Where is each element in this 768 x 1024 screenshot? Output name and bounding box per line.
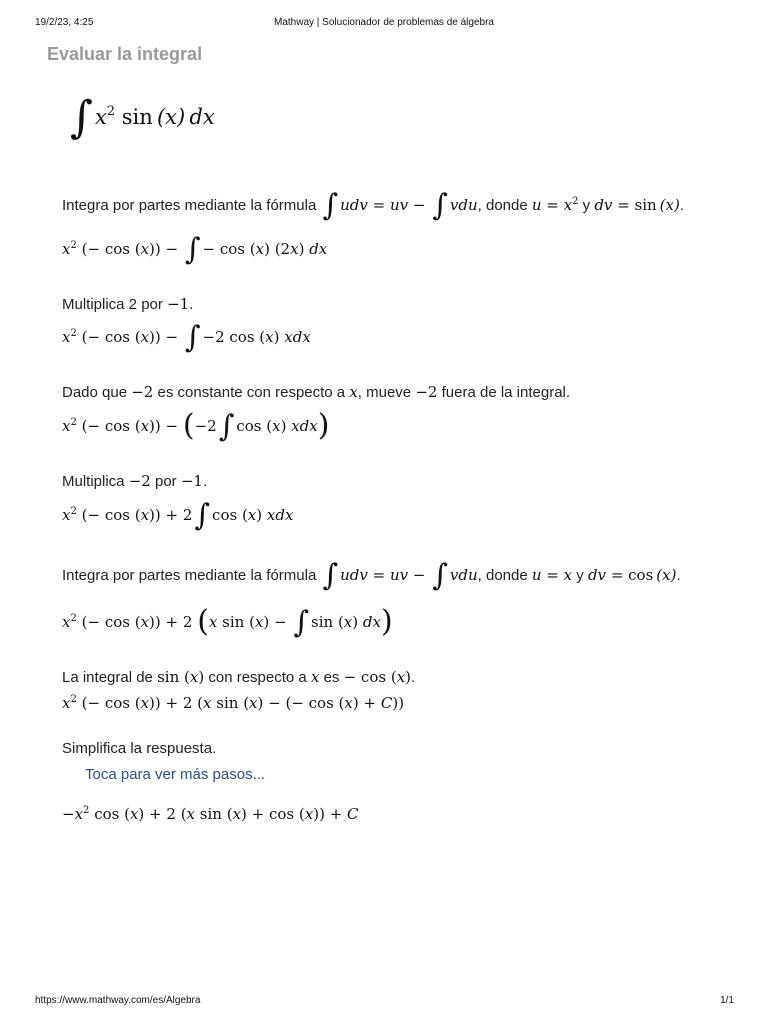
step-result-6: $x^2$ (− cos (x)) + 2 (x sin (x) − (− cos (x) + C)) (62, 694, 405, 712)
step-result-3: $x^2$ (− cos (x)) − (−2∫ cos (x) xdx) (62, 408, 330, 444)
step-constant-out: Dado que −2 es constante con respecto a x, mueve −2 fuera de la integral. (62, 383, 571, 401)
step-multiply-2: Multiplica −2 por −1. (62, 472, 208, 490)
step-text: fuera de la integral. (441, 384, 571, 401)
print-page-number: 1/1 (720, 995, 734, 1006)
step-simplify: Simplifica la respuesta. (62, 740, 217, 757)
step-text: y (582, 197, 591, 214)
more-steps-link[interactable]: Toca para ver más pasos... (85, 766, 266, 783)
step-integration-by-parts-2: Integra por partes mediante la fórmula ∫ udv = uv − ∫ vdu, donde u = x y dv = cos (x). (62, 558, 681, 593)
page-title: Evaluar la integral (47, 44, 203, 64)
print-datetime: 19/2/23, 4:25 (35, 17, 94, 28)
step-text: con respecto a (208, 669, 307, 686)
print-page-title: Mathway | Solucionador de problemas de álgebra (274, 17, 494, 28)
step-text: , mueve (357, 384, 412, 401)
step-text: Dado que (62, 384, 128, 401)
step-result-1: $x^2$ (− cos (x)) − ∫ − cos (x) (2x) dx (62, 232, 328, 267)
step-integral-of-sin: La integral de sin (x) con respecto a x es − cos (x). (62, 668, 416, 686)
step-text: Multiplica 2 por (62, 296, 163, 313)
step-text: es (323, 669, 340, 686)
step-text: Integra por partes mediante la fórmula (62, 567, 317, 584)
step-result-2: $x^2$ (− cos (x)) − ∫ −2 cos (x) xdx (62, 320, 311, 355)
step-result-5: $x^2$ (− cos (x)) + 2 (x sin (x) − ∫ sin (x) dx) (62, 604, 393, 640)
step-multiply-1: Multiplica 2 por −1. (62, 295, 194, 313)
step-text: La integral de (62, 669, 153, 686)
step-text: Multiplica (62, 473, 125, 490)
step-text: y (576, 567, 584, 584)
step-text: por (155, 473, 177, 490)
step-text: , donde (477, 567, 528, 584)
step-text: es constante con respecto a (157, 384, 346, 401)
step-text: Integra por partes mediante la fórmula (62, 197, 317, 214)
problem-integral: $\int x^2$ sin (x) dx (70, 92, 215, 143)
step-text: , donde (477, 197, 528, 214)
final-answer: $-x^2$ cos (x) + 2 (x sin (x) + cos (x)) + C (62, 805, 359, 823)
print-url: https://www.mathway.com/es/Algebra (35, 995, 201, 1006)
step-integration-by-parts-1: Integra por partes mediante la fórmula ∫ udv = uv − ∫ vdu, donde $u = x^2$ y dv = sin (x). (62, 188, 685, 223)
step-result-4: $x^2$ (− cos (x)) + 2∫ cos (x) xdx (62, 498, 294, 533)
